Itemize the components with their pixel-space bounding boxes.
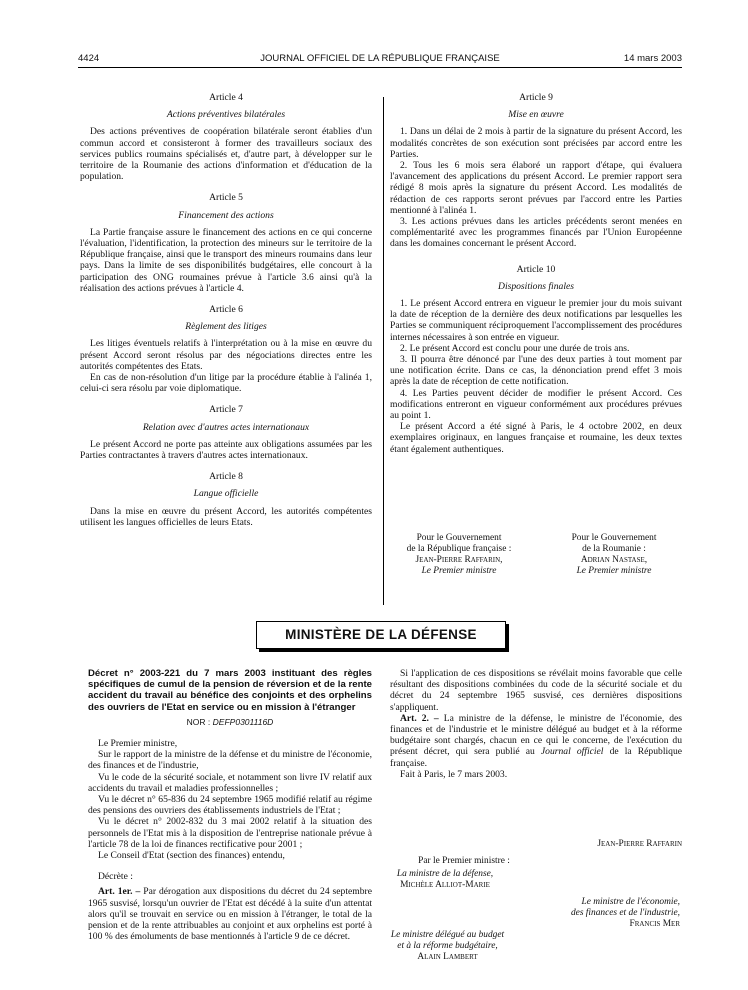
left-column bbox=[80, 92, 372, 528]
signatory-role: Le Premier ministre bbox=[576, 566, 652, 576]
paragraph: 1. Le présent Accord entrera en vigueur le premier jour du mois suivant la date de réception de la dernière des deux notifications par lesquelles les Parties se communiquent réciproquement l'accomplissement des procédures internes nécessaires à son entrée en vigueur. bbox=[390, 298, 682, 343]
decree-title: Décret n° 2003-221 du 7 mars 2003 instituant des règles spécifiques de cumul de la pension de réversion et de la rente accident du travail au bénéfice des conjoints et des orphelins des ouvriers de l'Etat en service ou en mission à l'étranger bbox=[88, 668, 372, 713]
paragraph: Si l'application de ces dispositions se révélait moins favorable que celle résultant des dispositions combinées du code de la sécurité sociale et du décret du 24 septembre 1965 susvisé, ces dernières dispositions s'appliquent. bbox=[390, 668, 682, 713]
paragraph: 3. Les actions prévues dans les articles précédents seront menées en complémentarité avec les programmes financés par l'Union Européenne dans les domaines concernant le présent Accord. bbox=[390, 216, 682, 250]
signatory-name: Jean-Pierre Raffarin, bbox=[415, 555, 503, 565]
paragraph: La Partie française assure le financement des actions en ce qui concerne l'évaluation, l'identification, la protection des mineurs sur le territoire de la République française, ainsi que le transport des mineurs roumains dans leur pays. Dans la limite de ses disponibilités budgétaires, elle concourt à la participation des ONG roumaines prévue à l'article 3.6 ainsi qu'à la réalisation des actions prévues à l'article 4. bbox=[80, 226, 372, 294]
place-date: Fait à Paris, le 7 mars 2003. bbox=[400, 768, 508, 780]
article-title: Langue officielle bbox=[193, 488, 259, 500]
right-column bbox=[390, 92, 682, 455]
page-number: 4424 bbox=[78, 53, 100, 64]
decree-right-column bbox=[390, 668, 682, 780]
article-title: Mise en œuvre bbox=[508, 109, 564, 121]
signatory-name: Adrian Nastase, bbox=[580, 555, 648, 565]
signature-defense: La ministre de la défense, Michèle Alliot-Marie bbox=[380, 869, 510, 891]
issue-date: 14 mars 2003 bbox=[623, 53, 682, 64]
article-heading: Article 8 bbox=[209, 471, 243, 483]
paragraph: Dans la mise en œuvre du présent Accord, les autorités compétentes utilisent les langues officielles de leurs Etats. bbox=[80, 505, 372, 528]
par-premier-ministre: Par le Premier ministre : bbox=[418, 856, 510, 866]
decrete-line: Décrète : bbox=[98, 871, 133, 883]
paragraph: 2. Le présent Accord est conclu pour une durée de trois ans. bbox=[400, 342, 630, 354]
paragraph: Le Premier ministre, bbox=[98, 738, 178, 750]
signature-france: Pour le Gouvernement de la République française : Jean-Pierre Raffarin, Le Premier ministre bbox=[384, 533, 534, 577]
paragraph: Vu le décret n° 2002-832 du 3 mai 2002 relatif à la situation des personnels de l'Etat mis à la disposition de l'entreprise nationale prévue à l'article 78 de la loi de finances rectificative pour 2001 ; bbox=[88, 816, 372, 850]
article-heading: Article 5 bbox=[209, 192, 243, 204]
paragraph: Sur le rapport de la ministre de la défense et du ministre de l'économie, des finances et de l'industrie, bbox=[88, 749, 372, 772]
paragraph: 2. Tous les 6 mois sera élaboré un rapport d'étape, qui évaluera l'avancement des applications du présent Accord. Le premier rapport sera rédigé 8 mois après la signature du présent Accord. Les modalités de rédaction de ces rapports seront prévues par l'accord entre les Parties mentionné à l'alinéa 1. bbox=[390, 160, 682, 216]
paragraph: 4. Les Parties peuvent décider de modifier le présent Accord. Ces modifications entreront en vigueur conformément aux procédures prévues au point 1. bbox=[390, 387, 682, 422]
article-heading: Article 9 bbox=[519, 92, 553, 103]
paragraph: Vu le code de la sécurité sociale, et notamment son livre IV relatif aux accidents du travail et maladies professionnelles ; bbox=[88, 771, 372, 794]
signatory-name: Alain Lambert bbox=[417, 952, 478, 962]
article-title: Actions préventives bilatérales bbox=[166, 109, 286, 121]
paragraph: Les litiges éventuels relatifs à l'interprétation ou à la mise en œuvre du présent Accord seront résolus par des négociations directes entre les autorités compétentes des Etats. bbox=[80, 338, 372, 372]
article-heading: Article 7 bbox=[209, 404, 243, 416]
article-title: Financement des actions bbox=[178, 209, 274, 221]
article-2: Art. 2. – La ministre de la défense, le ministre de l'économie, des finances et de l'industrie et le ministre délégué au budget et à la réforme budgétaire sont chargés, chacun en ce qui le concerne, de l'exécution du présent décret, qui sera publié au Journal officiel de la République française. bbox=[390, 712, 683, 769]
paragraph: Le présent Accord a été signé à Paris, le 4 octobre 2002, en deux exemplaires originaux, en langues française et roumaine, les deux textes étant également authentiques. bbox=[390, 421, 682, 455]
paragraph: Vu le décret n° 65-836 du 24 septembre 1965 modifié relatif au régime des pensions des ouvriers des établissements industriels de l'Etat ; bbox=[88, 794, 372, 817]
paragraph: 1. Dans un délai de 2 mois à partir de la signature du présent Accord, les modalités concrètes de son exécution sont précisées par accord entre les Parties. bbox=[390, 126, 682, 160]
paragraph: Le Conseil d'Etat (section des finances) entendu, bbox=[98, 850, 285, 862]
article-title: Règlement des litiges bbox=[185, 321, 267, 333]
paragraph: 3. Il pourra être dénoncé par l'une des deux parties à tout moment par une notification écrite. Dans ce cas, la dénonciation prend effet 3 mois après la date de réception de cette notification. bbox=[390, 354, 682, 388]
signature-budget: Le ministre délégué au budget et à la réforme budgétaire, Alain Lambert bbox=[380, 930, 515, 963]
nor-reference: NOR : DEFP0301116D bbox=[186, 716, 274, 727]
signature-economy: Le ministre de l'économie, des finances et de l'industrie, Francis Mer bbox=[530, 897, 680, 930]
header-divider bbox=[78, 67, 682, 68]
ministry-banner: MINISTÈRE DE LA DÉFENSE bbox=[256, 621, 506, 649]
paragraph: En cas de non-résolution d'un litige par la procédure établie à l'alinéa 1, celui-ci sera résolu par voie diplomatique. bbox=[80, 372, 372, 395]
column-divider bbox=[383, 97, 384, 605]
signatory-name: Michèle Alliot-Marie bbox=[400, 880, 490, 890]
decree-left-column bbox=[88, 668, 372, 942]
article-heading: Article 4 bbox=[209, 92, 243, 103]
article-1: Art. 1er. – Par dérogation aux dispositions du décret du 24 septembre 1965 susvisé, lorsqu'un ouvrier de l'Etat est décédé à la suite d'un attentat alors qu'il se trouvait en service ou en mission à l'étranger, le total de la pension et de la rente attribuables au conjoint et aux orphelins est porté à 100 % des émoluments de base mentionnés à l'article 9 de ce décret. bbox=[88, 886, 372, 943]
article-title: Dispositions finales bbox=[498, 280, 574, 292]
article-heading: Article 6 bbox=[209, 304, 243, 316]
signatory-prime-minister: Jean-Pierre Raffarin bbox=[597, 839, 682, 849]
signature-romania: Pour le Gouvernement de la Roumanie : Adrian Nastase, Le Premier ministre bbox=[548, 533, 680, 577]
signatory-role: Le Premier ministre bbox=[421, 566, 497, 576]
paragraph: Le présent Accord ne porte pas atteinte aux obligations assumées par les Parties contractantes à travers d'autres actes internationaux. bbox=[80, 438, 372, 462]
page-header bbox=[78, 53, 682, 67]
paragraph: Des actions préventives de coopération bilatérale seront établies d'un commun accord et consisteront à former des travailleurs sociaux des services publics roumains spécialisés et, d'autre part, à développer sur le territoire de la Roumanie des actions d'information et d'éducation de la population. bbox=[80, 126, 372, 183]
article-title: Relation avec d'autres actes internationaux bbox=[142, 421, 310, 433]
signatory-name: Francis Mer bbox=[629, 919, 680, 929]
journal-title: JOURNAL OFFICIEL DE LA RÉPUBLIQUE FRANÇAISE bbox=[260, 53, 500, 64]
article-heading: Article 10 bbox=[516, 263, 556, 275]
